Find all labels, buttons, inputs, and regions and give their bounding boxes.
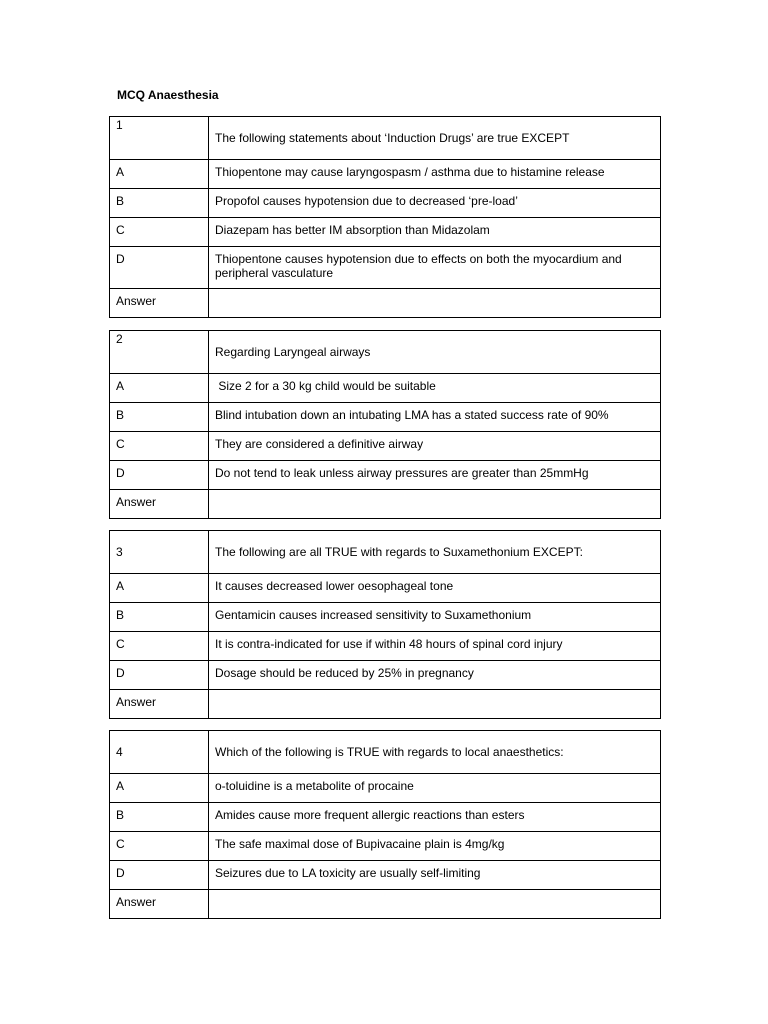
question-table-1	[109, 116, 661, 318]
answer-label-cell	[110, 490, 209, 519]
option-text: The safe maximal dose of Bupivacaine plain is 4mg/kg	[215, 837, 505, 851]
option-letter-cell	[110, 574, 209, 603]
question-stem: The following are all TRUE with regards to Suxamethonium EXCEPT:	[215, 545, 583, 559]
option-row-d	[110, 661, 661, 690]
answer-label: Answer	[116, 895, 157, 909]
option-text-cell	[209, 403, 661, 432]
option-letter: B	[116, 194, 125, 208]
question-stem-row	[110, 531, 661, 574]
option-text-cell	[209, 374, 661, 403]
option-row-a	[110, 374, 661, 403]
option-letter-cell	[110, 632, 209, 661]
option-letter-cell	[110, 774, 209, 803]
question-table-4	[109, 730, 661, 919]
question-number: 1	[116, 118, 123, 132]
question-stem-cell	[209, 731, 661, 774]
question-table-2	[109, 330, 661, 519]
answer-row	[110, 490, 661, 519]
option-row-c	[110, 632, 661, 661]
option-text: Size 2 for a 30 kg child would be suitable	[215, 379, 436, 393]
answer-value	[215, 890, 654, 895]
question-stem-row	[110, 331, 661, 374]
question-number-cell	[110, 331, 209, 374]
answer-field[interactable]	[209, 890, 661, 919]
option-letter-cell	[110, 803, 209, 832]
answer-row	[110, 289, 661, 318]
option-text: It causes decreased lower oesophageal tone	[215, 579, 454, 593]
option-letter: A	[116, 779, 125, 793]
option-letter: A	[116, 379, 125, 393]
option-text-cell	[209, 861, 661, 890]
option-letter: C	[116, 223, 125, 237]
option-row-b	[110, 603, 661, 632]
question-number-cell	[110, 731, 209, 774]
option-letter-cell	[110, 218, 209, 247]
option-text-cell	[209, 774, 661, 803]
question-table-3	[109, 530, 661, 719]
option-text-cell	[209, 160, 661, 189]
option-letter-cell	[110, 603, 209, 632]
option-letter-cell	[110, 461, 209, 490]
answer-label-cell	[110, 289, 209, 318]
answer-value	[215, 289, 654, 294]
option-row-c	[110, 218, 661, 247]
option-letter: C	[116, 637, 125, 651]
answer-value	[215, 690, 654, 695]
option-text-cell	[209, 461, 661, 490]
answer-field[interactable]	[209, 289, 661, 318]
option-row-d	[110, 247, 661, 289]
option-letter-cell	[110, 832, 209, 861]
option-letter: A	[116, 165, 125, 179]
option-letter: D	[116, 666, 125, 680]
option-letter-cell	[110, 661, 209, 690]
option-text: Amides cause more frequent allergic reactions than esters	[215, 808, 525, 822]
option-text: o-toluidine is a metabolite of procaine	[215, 779, 414, 793]
option-letter-cell	[110, 189, 209, 218]
option-text: Propofol causes hypotension due to decreased ‘pre-load’	[215, 194, 518, 208]
answer-row	[110, 690, 661, 719]
answer-row	[110, 890, 661, 919]
option-text-cell	[209, 632, 661, 661]
option-text: It is contra-indicated for use if within 48 hours of spinal cord injury	[215, 637, 563, 651]
question-stem: The following statements about ‘Induction Drugs’ are true EXCEPT	[215, 131, 570, 145]
answer-label: Answer	[116, 695, 157, 709]
question-number: 2	[116, 332, 123, 346]
question-stem-row	[110, 117, 661, 160]
option-letter-cell	[110, 247, 209, 289]
option-text-cell	[209, 574, 661, 603]
option-letter: C	[116, 837, 125, 851]
answer-label-cell	[110, 690, 209, 719]
question-stem: Which of the following is TRUE with regards to local anaesthetics:	[215, 745, 564, 759]
question-stem: Regarding Laryngeal airways	[215, 345, 371, 359]
option-row-c	[110, 832, 661, 861]
question-number-cell	[110, 117, 209, 160]
option-row-c	[110, 432, 661, 461]
option-text-cell	[209, 189, 661, 218]
option-letter-cell	[110, 861, 209, 890]
option-row-a	[110, 160, 661, 189]
option-letter: B	[116, 608, 125, 622]
option-row-b	[110, 403, 661, 432]
answer-field[interactable]	[209, 690, 661, 719]
document-title: MCQ Anaesthesia	[117, 88, 219, 102]
option-letter: B	[116, 808, 125, 822]
option-letter-cell	[110, 403, 209, 432]
option-letter: B	[116, 408, 125, 422]
option-letter-cell	[110, 432, 209, 461]
question-stem-cell	[209, 531, 661, 574]
option-text: Diazepam has better IM absorption than Midazolam	[215, 223, 490, 237]
option-row-b	[110, 189, 661, 218]
option-letter: D	[116, 866, 125, 880]
option-letter: D	[116, 252, 125, 266]
option-row-a	[110, 574, 661, 603]
question-number-cell	[110, 531, 209, 574]
option-text: They are considered a definitive airway	[215, 437, 424, 451]
answer-label: Answer	[116, 495, 157, 509]
option-text-cell	[209, 247, 661, 289]
option-text-cell	[209, 432, 661, 461]
option-row-b	[110, 803, 661, 832]
question-number: 4	[116, 745, 123, 759]
option-letter: C	[116, 437, 125, 451]
option-letter: D	[116, 466, 125, 480]
option-letter: A	[116, 579, 125, 593]
answer-value	[215, 490, 654, 495]
option-text: Seizures due to LA toxicity are usually self-limiting	[215, 866, 481, 880]
option-text: Do not tend to leak unless airway pressures are greater than 25mmHg	[215, 466, 589, 480]
option-text: Thiopentone causes hypotension due to effects on both the myocardium and peripheral vasculature	[215, 252, 622, 280]
option-text: Blind intubation down an intubating LMA has a stated success rate of 90%	[215, 408, 609, 422]
option-text-cell	[209, 603, 661, 632]
question-stem-cell	[209, 331, 661, 374]
question-stem-row	[110, 731, 661, 774]
option-letter-cell	[110, 160, 209, 189]
answer-label-cell	[110, 890, 209, 919]
option-text: Thiopentone may cause laryngospasm / asthma due to histamine release	[215, 165, 605, 179]
option-text: Dosage should be reduced by 25% in pregnancy	[215, 666, 474, 680]
answer-label: Answer	[116, 294, 157, 308]
option-text-cell	[209, 832, 661, 861]
option-text-cell	[209, 661, 661, 690]
option-text: Gentamicin causes increased sensitivity to Suxamethonium	[215, 608, 532, 622]
option-row-d	[110, 461, 661, 490]
option-row-d	[110, 861, 661, 890]
question-stem-cell	[209, 117, 661, 160]
option-text-cell	[209, 803, 661, 832]
option-row-a	[110, 774, 661, 803]
option-letter-cell	[110, 374, 209, 403]
question-number: 3	[116, 545, 123, 559]
option-text-cell	[209, 218, 661, 247]
answer-field[interactable]	[209, 490, 661, 519]
